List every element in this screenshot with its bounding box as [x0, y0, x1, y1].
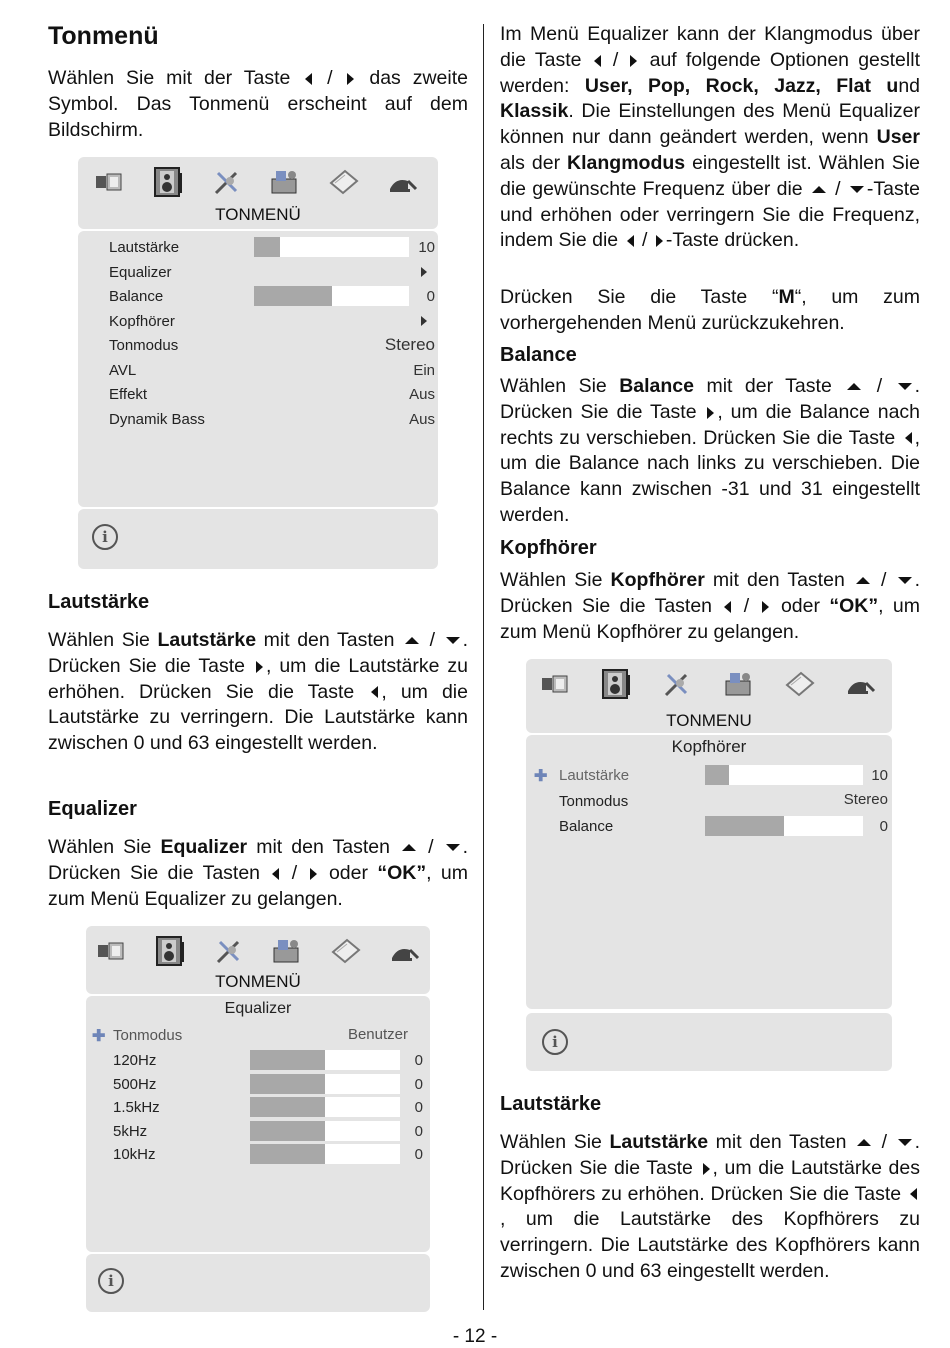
menu-row-label[interactable]: Dynamik Bass — [109, 410, 205, 428]
menu-row-label[interactable]: 5kHz — [113, 1122, 148, 1140]
down-arrow-icon — [898, 577, 912, 584]
left-arrow-icon — [371, 686, 378, 698]
right-arrow-icon — [256, 661, 263, 673]
down-arrow-icon — [850, 186, 864, 193]
left-arrow-icon — [272, 868, 279, 880]
menu-row-label[interactable]: Tonmodus — [113, 1027, 183, 1044]
menu-row-label[interactable]: Balance — [109, 288, 164, 305]
up-arrow-icon — [857, 1139, 871, 1146]
down-arrow-icon — [446, 637, 460, 644]
menu-row-value: 0 — [879, 818, 888, 835]
sound-icon[interactable] — [151, 167, 185, 197]
info-panel — [526, 1013, 892, 1071]
menu-row-label[interactable]: 10kHz — [113, 1146, 156, 1163]
menu-row-value: Aus — [409, 386, 435, 403]
features-icon[interactable] — [270, 936, 304, 966]
right-arrow-icon — [310, 868, 317, 880]
installation-icon[interactable] — [783, 669, 817, 699]
menu-row-label[interactable]: Lautstärke — [559, 767, 630, 784]
menu-icon-row — [538, 669, 878, 699]
picture-icon[interactable] — [538, 669, 572, 699]
menu-row-value: 0 — [414, 1099, 423, 1116]
page-number: - 12 - — [452, 1326, 498, 1347]
up-arrow-icon — [812, 186, 826, 193]
submenu-arrow-icon — [421, 267, 427, 277]
equalizer-details-paragraph: Im Menü Equalizer kann der Klangmodus über die Taste / auf folgende Optionen gestellt werden: User, Pop, Rock, Jazz, Flat und Klassik. Die Einstellungen des Menü Equalizer können nur dann geändert werden, wenn User als der Klangmodus eingestellt ist. Wählen Sie die gewünschte Frequenz über die / -Taste und erhöhen oder verringern Sie die Frequenz, indem Sie die / -Taste drücken. — [500, 23, 921, 252]
selection-cursor-icon: ✚ — [92, 1028, 106, 1045]
lautstaerke-kopfhoerer-heading: Lautstärke — [500, 1093, 602, 1115]
menu-subtitle: Kopfhörer — [671, 737, 747, 756]
menu-row-value: 10 — [418, 239, 435, 256]
submenu-arrow-icon — [421, 316, 427, 326]
settings-icon[interactable] — [210, 167, 244, 197]
info-icon: i — [542, 1029, 568, 1055]
menu-row-label[interactable]: Balance — [559, 818, 614, 835]
equalizer-heading: Equalizer — [48, 798, 137, 820]
right-arrow-icon — [707, 407, 714, 419]
source-icon[interactable] — [388, 936, 422, 966]
settings-icon[interactable] — [660, 669, 694, 699]
picture-icon[interactable] — [92, 167, 126, 197]
info-icon: i — [92, 524, 118, 550]
level-bar-fill — [254, 237, 280, 257]
installation-icon[interactable] — [329, 936, 363, 966]
up-arrow-icon — [856, 577, 870, 584]
menu-row-value: 0 — [414, 1122, 423, 1140]
balance-paragraph: Wählen Sie Balance mit der Taste / . Drücken Sie die Taste , um die Balance nach rechts zu verschieben. Drücken Sie die Taste , um die Balance nach links zu verschieben. Die Balance kann zwischen -31 und 31 eingestellt werden. — [500, 375, 921, 526]
left-arrow-icon — [724, 601, 731, 613]
right-arrow-icon — [347, 73, 354, 85]
down-arrow-icon — [446, 844, 460, 851]
tonmenu-screen — [78, 157, 438, 569]
menu-row-value: 0 — [426, 288, 435, 305]
sound-icon[interactable] — [153, 936, 187, 966]
menu-title: TONMENU — [666, 711, 752, 730]
right-arrow-icon — [656, 235, 663, 247]
menu-row-label[interactable]: 1.5kHz — [113, 1099, 160, 1116]
left-arrow-icon — [910, 1188, 917, 1200]
left-arrow-icon — [305, 73, 312, 85]
menu-row-value: 0 — [414, 1075, 423, 1093]
level-bar-fill — [705, 765, 729, 785]
kopfhoerer-paragraph: Wählen Sie Kopfhörer mit den Tasten / . Drücken Sie die Tasten / oder “OK”, um zum Menü Kopfhörer zu gelangen. — [500, 569, 920, 643]
up-arrow-icon — [405, 637, 419, 644]
menu-row-label[interactable]: Lautstärke — [109, 239, 180, 256]
info-panel — [78, 509, 438, 569]
intro-paragraph: Wählen Sie mit der Taste / das zweite Symbol. Das Tonmenü erscheint auf dem Bildschirm. — [48, 67, 468, 141]
menu-row-label[interactable]: 120Hz — [113, 1052, 157, 1069]
balance-heading: Balance — [500, 344, 577, 366]
down-arrow-icon — [898, 1139, 912, 1146]
info-panel — [86, 1254, 430, 1312]
menu-icon-row — [94, 936, 422, 966]
up-arrow-icon — [402, 844, 416, 851]
column-divider — [483, 24, 484, 1310]
menu-row-value: Stereo — [843, 790, 888, 808]
right-arrow-icon — [630, 55, 637, 67]
lautstaerke-kopfhoerer-paragraph: Wählen Sie Lautstärke mit den Tasten / . Drücken Sie die Taste , um die Lautstärke des Kopfhörers zu erhöhen. Drücken Sie die Taste , um die Lautstärke des Kopfhörers zu verringern. Die Lautstärke des Kopfhörers kann zwischen 0 und 63 eingestellt werden. — [500, 1131, 920, 1282]
menu-row-label[interactable]: Kopfhörer — [109, 312, 175, 330]
left-arrow-icon — [627, 235, 634, 247]
menu-icon-row — [92, 167, 420, 197]
left-arrow-icon — [594, 55, 601, 67]
back-paragraph: Drücken Sie die Taste “M“, um zum vorhergehenden Menü zurückzukehren. — [500, 286, 920, 334]
kopfhoerer-screen — [526, 659, 892, 1071]
settings-icon[interactable] — [212, 936, 246, 966]
menu-title: TONMENÜ — [215, 972, 301, 991]
menu-row-label[interactable]: 500Hz — [113, 1075, 157, 1093]
info-icon: i — [98, 1268, 124, 1294]
picture-icon[interactable] — [94, 936, 128, 966]
source-icon[interactable] — [386, 167, 420, 197]
equalizer-screen — [86, 926, 430, 1312]
menu-title: TONMENÜ — [215, 205, 301, 224]
lautstaerke-heading: Lautstärke — [48, 591, 150, 613]
menu-row-value: Ein — [413, 361, 435, 379]
equalizer-paragraph: Wählen Sie Equalizer mit den Tasten / . Drücken Sie die Tasten / oder “OK”, um zum Menü Equalizer zu gelangen. — [48, 836, 468, 910]
features-icon[interactable] — [722, 669, 756, 699]
selection-cursor-icon: ✚ — [534, 768, 548, 785]
right-arrow-icon — [762, 601, 769, 613]
installation-icon[interactable] — [327, 167, 361, 197]
up-arrow-icon — [847, 383, 861, 390]
down-arrow-icon — [898, 383, 912, 390]
menu-row-value: 0 — [414, 1146, 423, 1163]
menu-row-label[interactable]: Effekt — [109, 386, 148, 403]
features-icon[interactable] — [268, 167, 302, 197]
left-arrow-icon — [905, 432, 912, 444]
menu-row-label[interactable]: AVL — [109, 361, 137, 379]
sound-icon[interactable] — [599, 669, 633, 699]
menu-row-label[interactable]: Tonmodus — [109, 337, 179, 354]
menu-row-value: 10 — [871, 767, 888, 784]
kopfhoerer-heading: Kopfhörer — [500, 537, 597, 559]
menu-row-value[interactable]: Benutzer — [347, 1026, 408, 1043]
lautstaerke-paragraph: Wählen Sie Lautstärke mit den Tasten / . Drücken Sie die Taste , um die Lautstärke zu erhöhen. Drücken Sie die Taste , um die Lautstärke zu verringern. Die Lautstärke kann zwischen 0 und 63 eingestellt werden. — [48, 629, 468, 755]
menu-row-value: 0 — [414, 1052, 423, 1069]
menu-subtitle: Equalizer — [224, 1000, 292, 1017]
menu-row-value: Aus — [409, 410, 435, 428]
menu-row-value: Stereo — [384, 335, 435, 354]
menu-row-label[interactable]: Equalizer — [109, 263, 172, 281]
page-title: Tonmenü — [48, 22, 159, 50]
menu-row-label[interactable]: Tonmodus — [559, 792, 629, 810]
right-arrow-icon — [703, 1163, 710, 1175]
source-icon[interactable] — [844, 669, 878, 699]
